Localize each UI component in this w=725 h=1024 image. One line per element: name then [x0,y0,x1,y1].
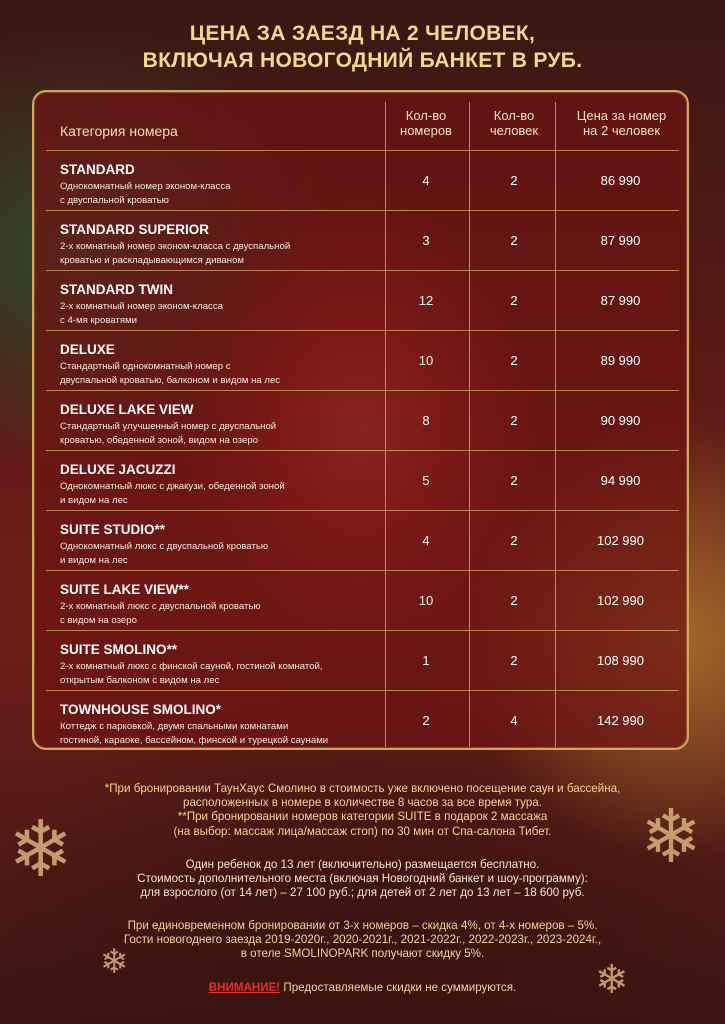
snowflake-icon: ❄ [595,958,629,1002]
child-notes [0,858,725,901]
people-count: 4 [510,713,518,728]
note-discount-returning-1: Гости новогоднего заезда 2019-2020г., 2020-2021г., 2021-2022г., 2022-2023г., 2023-2024г., [123,933,602,947]
note-child-free: Один ребенок до 13 лет (включительно) размещается бесплатно. [185,858,540,871]
room-price: 87 990 [600,293,641,308]
people-count: 2 [510,593,518,608]
header-rooms [384,108,468,138]
room-price: 102 990 [597,593,644,608]
room-description: Однокомнатный люкс с двуспальной кроватью и видом на лес [60,541,269,566]
room-name: DELUXE JACUZZI [60,462,176,477]
room-description: Стандартный однокомнатный номер с двуспальной кроватью, балконом и видом на лес [60,361,281,386]
room-price: 87 990 [600,233,641,248]
people-count: 2 [510,353,518,368]
snowflake-icon: ❄ [100,943,129,981]
table-row [34,151,687,210]
title-line-1: ЦЕНА ЗА ЗАЕЗД НА 2 ЧЕЛОВЕК, [189,22,536,45]
people-count: 2 [510,473,518,488]
warning-label: ВНИМАНИЕ! [208,981,281,994]
room-description: Стандартный улучшенный номер с двуспальной кроватью, обеденной зоной, видом на озеро [60,421,277,446]
header-people [472,108,556,138]
snowflake-icon: ❄ [8,805,74,893]
table-row [34,211,687,270]
room-description: Однокомнатный люкс с джакузи, обеденной зоной и видом на лес [60,481,285,506]
header-price-line-2: на 2 человек [582,123,661,138]
room-price: 89 990 [600,353,641,368]
header-price [556,108,687,138]
note-suite-line-2: (на выбор: массаж лица/массаж стоп) по 30 мин от Спа-салона Тибет. [173,824,552,838]
page-title [0,20,725,74]
header-price-line-1: Цена за номер [576,108,667,123]
note-extra-bed-prices: для взрослого (от 14 лет) – 27 100 руб.; для детей от 2 лет до 13 лет – 18 600 руб. [140,886,585,900]
room-count: 8 [422,413,430,428]
room-price: 102 990 [597,533,644,548]
room-count: 10 [418,353,434,368]
note-discount-multi: При единовременном бронировании от 3-х номеров – скидка 4%, от 4-х номеров – 5%. [127,919,598,932]
room-name: TOWNHOUSE SMOLINO* [60,702,222,717]
people-count: 2 [510,413,518,428]
header-rooms-line-2: номеров [400,123,452,138]
room-description: 2-х комнатный люкс с двуспальной кроватью с видом на озеро [60,601,261,626]
room-price: 108 990 [597,653,644,668]
room-name: DELUXE [60,342,115,357]
room-name: DELUXE LAKE VIEW [60,402,194,417]
table-row [34,331,687,390]
table-row [34,571,687,630]
room-description: 2-х комнатный люкс с финской сауной, гостиной комнатой, открытым балконом с видом на лес [60,661,323,686]
table-row [34,631,687,690]
room-count: 1 [422,653,430,668]
people-count: 2 [510,293,518,308]
header-category: Категория номера [60,123,178,139]
room-count: 10 [418,593,434,608]
note-suite-line-1: **При бронировании номеров категории SUITE в подарок 2 массажа [177,810,548,824]
room-name: SUITE SMOLINO** [60,642,178,657]
table-row [34,691,687,750]
people-count: 2 [510,653,518,668]
people-count: 2 [510,233,518,248]
room-count: 4 [422,173,430,188]
room-name: SUITE LAKE VIEW** [60,582,190,597]
room-description: 2-х комнатный номер эконом-класса с двуспальной кроватью и раскладывающимся диваном [60,241,291,266]
room-price: 94 990 [600,473,641,488]
title-line-2: ВКЛЮЧАЯ НОВОГОДНИЙ БАНКЕТ В РУБ. [142,49,583,72]
note-extra-bed: Стоимость дополнительного места (включая Новогодний банкет и шоу-программу): [137,872,588,886]
header-people-line-2: человек [489,123,539,138]
table-row [34,271,687,330]
header-people-line-1: Кол-во [493,108,535,123]
header-rooms-line-1: Кол-во [405,108,447,123]
table-row [34,391,687,450]
room-name: STANDARD SUPERIOR [60,222,210,237]
price-table [32,90,689,750]
table-row [34,511,687,570]
note-townhouse-line-2: расположенных в номере в количестве 8 часов за все время тура. [183,796,542,810]
room-name: STANDARD [60,162,135,177]
room-price: 90 990 [600,413,641,428]
room-description: 2-х комнатный номер эконом-класса с 4-мя кроватями [60,301,223,326]
room-name: SUITE STUDIO** [60,522,166,537]
room-price: 142 990 [597,713,644,728]
room-count: 5 [422,473,430,488]
room-name: STANDARD TWIN [60,282,173,297]
room-count: 3 [422,233,430,248]
note-townhouse-line-1: *При бронировании ТаунХаус Смолино в стоимость уже включено посещение саун и бассейна, [104,782,621,795]
sauna-suite-notes [0,782,725,839]
table-row [34,451,687,510]
room-count: 2 [422,713,430,728]
people-count: 2 [510,173,518,188]
room-count: 4 [422,533,430,548]
people-count: 2 [510,533,518,548]
snowflake-icon: ❄ [640,795,703,878]
note-discount-returning-2: в отеле SMOLINOPARK получают скидку 5%. [240,947,485,961]
warning-text: Предоставляемые скидки не суммируются. [280,981,517,994]
room-description: Однокомнатный номер эконом-класса с двуспальной кроватью [60,181,231,206]
room-count: 12 [418,293,434,308]
room-description: Коттедж с парковкой, двумя спальными комнатами гостиной, караоке, бассейном, финской и турецкой саунами [60,721,329,746]
room-price: 86 990 [600,173,641,188]
